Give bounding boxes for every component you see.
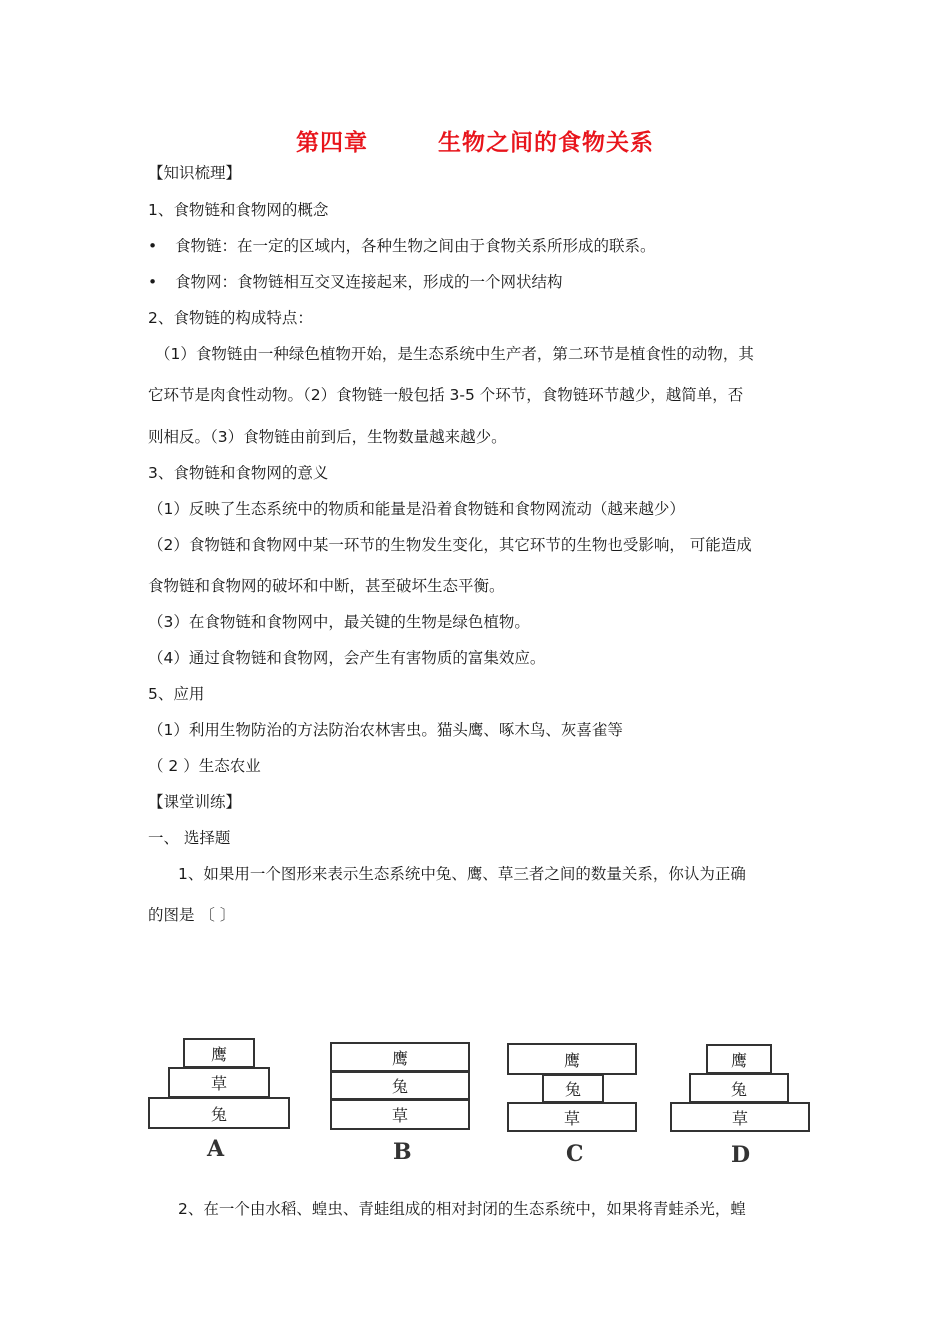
pyramid-b-bottom: 草 [330,1099,470,1130]
bullet-dot: • [148,273,158,291]
pyramid-a-bottom: 兔 [148,1097,290,1129]
option-label-c: C [566,1141,584,1167]
page-title [0,124,950,157]
option-label-b: B [393,1139,412,1165]
paragraph-line: （1）利用生物防治的方法防治农林害虫。猫头鹰、啄木鸟、灰喜雀等 [148,721,623,739]
pyramid-b-middle: 兔 [330,1071,470,1100]
pyramid-a-middle: 草 [168,1067,270,1098]
pyramid-c-bottom: 草 [507,1102,637,1132]
pyramid-b-top: 鹰 [330,1042,470,1072]
chapter-topic: 生物之间的食物关系 [438,130,654,156]
question-type-heading: 一、 选择题 [148,829,231,847]
option-label-a: A [207,1136,225,1162]
item-heading-2: 2、食物链的构成特点： [148,309,313,327]
pyramid-figure [140,1030,830,1170]
item-heading-1: 1、食物链和食物网的概念 [148,201,329,219]
paragraph-line: 它环节是肉食性动物。（2）食物链一般包括 3-5 个环节，食物链环节越少，越简单，否 [148,386,744,404]
paragraph-line: 食物链和食物网的破坏和中断，甚至破坏生态平衡。 [148,577,505,595]
pyramid-c-middle: 兔 [542,1074,604,1103]
option-label-d: D [731,1142,751,1168]
question-1: 1、如果用一个图形来表示生态系统中兔、鹰、草三者之间的数量关系，你认为正确 [178,865,746,883]
pyramid-d-bottom: 草 [670,1102,810,1132]
pyramid-a-top: 鹰 [183,1038,255,1068]
pyramid-c-top: 鹰 [507,1043,637,1075]
paragraph-line: （1）食物链由一种绿色植物开始，是生态系统中生产者，第二环节是植食性的动物，其 [155,345,754,363]
paragraph-line: （4）通过食物链和食物网，会产生有害物质的富集效应。 [148,649,546,667]
bullet-food-web: 食物网：食物链相互交叉连接起来，形成的一个网状结构 [175,273,563,291]
paragraph-line: 则相反。（3）食物链由前到后，生物数量越来越少。 [148,428,507,446]
chapter-label: 第四章 [296,130,368,156]
paragraph-line: （2）食物链和食物网中某一环节的生物发生变化，其它环节的生物也受影响， 可能造成 [148,536,752,554]
item-heading-5: 5、应用 [148,685,205,703]
paragraph-line: （1）反映了生态系统中的物质和能量是沿着食物链和食物网流动（越来越少） [148,500,685,518]
question-2: 2、在一个由水稻、蝗虫、青蛙组成的相对封闭的生态系统中，如果将青蛙杀光，蝗 [178,1200,746,1218]
bullet-food-chain: 食物链：在一定的区域内，各种生物之间由于食物关系所形成的联系。 [175,237,656,255]
section-heading-practice: 【课堂训练】 [148,793,242,811]
paragraph-line: （3）在食物链和食物网中，最关键的生物是绿色植物。 [148,613,530,631]
pyramid-d-top: 鹰 [706,1044,772,1074]
question-1-cont: 的图是 〔 〕 [148,906,236,924]
item-heading-3: 3、食物链和食物网的意义 [148,464,329,482]
section-heading-knowledge: 【知识梳理】 [148,164,242,182]
paragraph-line: （ 2 ）生态农业 [148,757,261,775]
bullet-dot: • [148,237,158,255]
pyramid-d-middle: 兔 [689,1073,789,1103]
